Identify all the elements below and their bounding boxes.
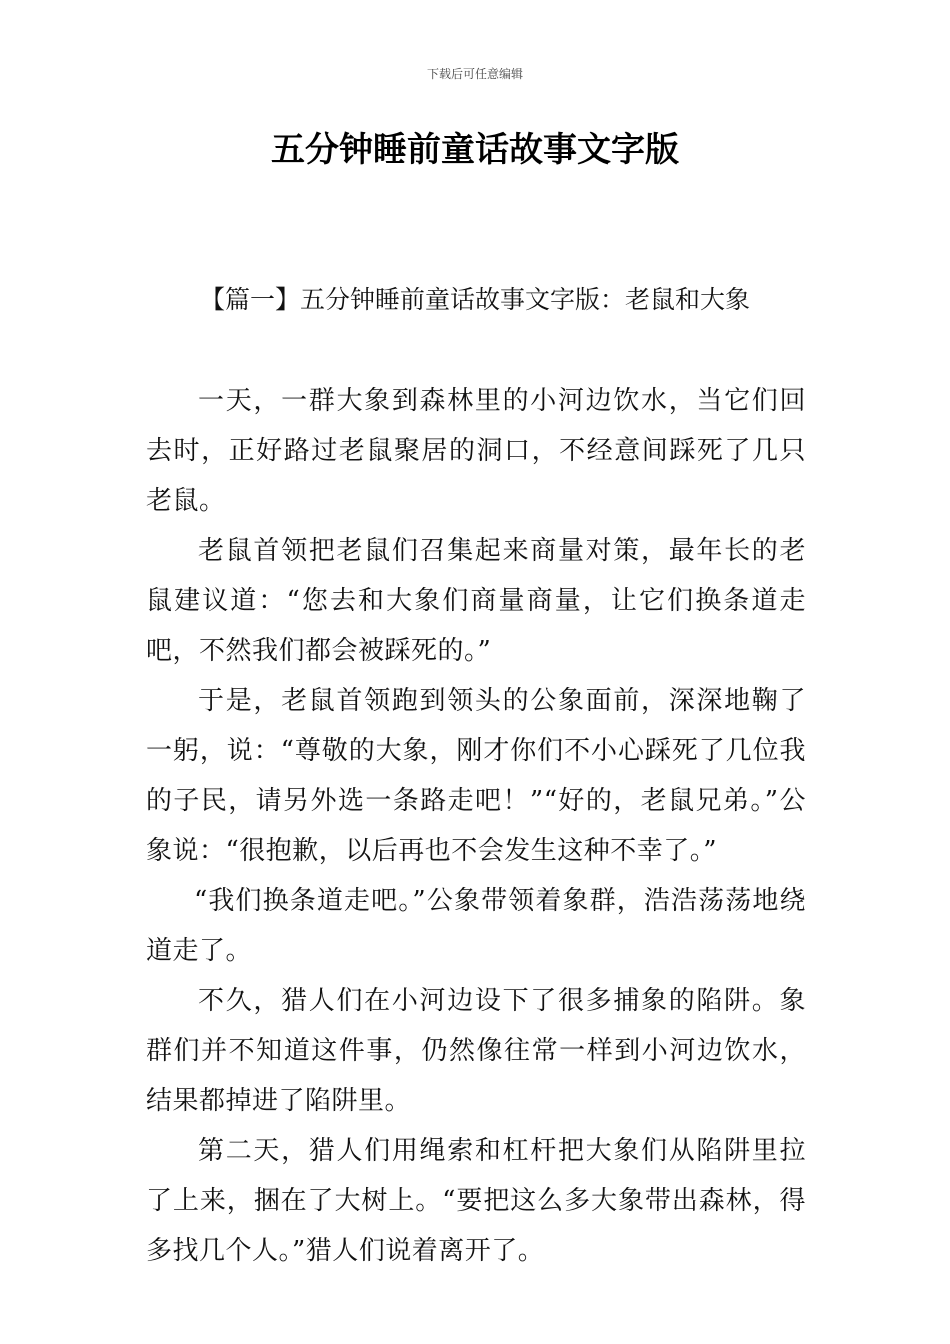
paragraph: 一天，一群大象到森林里的小河边饮水，当它们回去时，正好路过老鼠聚居的洞口，不经意间踩死了几只老鼠。	[146, 386, 806, 516]
story-body	[146, 376, 806, 1276]
paragraph: 老鼠首领把老鼠们召集起来商量对策，最年长的老鼠建议道：“您去和大象们商量商量，让它们换条道走吧，不然我们都会被踩死的。”	[146, 536, 806, 666]
document-title: 五分钟睡前童话故事文字版	[271, 130, 679, 170]
header-note: 下载后可任意编辑	[426, 67, 523, 81]
paragraph: 于是，老鼠首领跑到领头的公象面前，深深地鞠了一躬，说：“尊敬的大象，刚才你们不小心踩死了几位我的子民，请另外选一条路走吧！”“好的，老鼠兄弟。”公象说：“很抱歉，以后再也不会发生这种不幸了。”	[146, 686, 806, 866]
paragraph: “我们换条道走吧。”公象带领着象群，浩浩荡荡地绕道走了。	[146, 886, 806, 966]
paragraph: 第二天，猎人们用绳索和杠杆把大象们从陷阱里拉了上来，捆在了大树上。“要把这么多大象带出森林，得多找几个人。”猎人们说着离开了。	[146, 1136, 806, 1266]
section-heading: 【篇一】五分钟睡前童话故事文字版：老鼠和大象	[199, 285, 750, 314]
paragraph: 不久，猎人们在小河边设下了很多捕象的陷阱。象群们并不知道这件事，仍然像往常一样到小河边饮水，结果都掉进了陷阱里。	[146, 986, 806, 1116]
